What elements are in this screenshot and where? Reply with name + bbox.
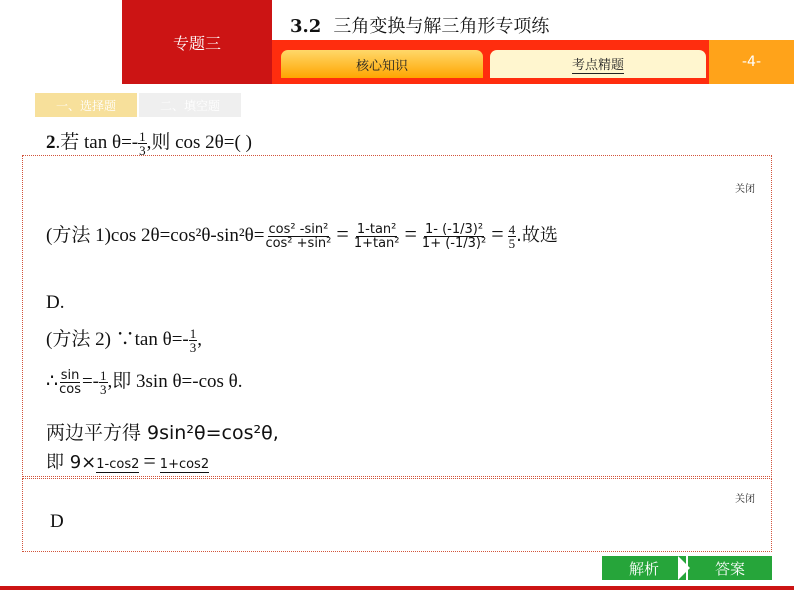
ratio-num2: 1	[100, 368, 107, 384]
method2-line	[46, 324, 202, 354]
question-fraction	[138, 130, 147, 157]
question-frac-den: 3	[139, 143, 146, 159]
analysis-close-button[interactable]: 关闭	[735, 184, 755, 195]
tab-fill-blank[interactable]	[139, 93, 241, 117]
ie-num2: 1+cos2	[159, 457, 210, 472]
answer-close-button[interactable]: 关闭	[735, 494, 755, 505]
ratio-fraction	[58, 369, 82, 396]
tab-core-knowledge-label: 核心知识	[355, 58, 408, 74]
method1-f1-den: cos² +sin²	[265, 236, 332, 252]
method2-den: 3	[189, 340, 197, 356]
method1-fraction-1	[264, 223, 332, 250]
chevron-right-icon	[678, 556, 690, 580]
question	[46, 127, 252, 157]
answer-button[interactable]	[688, 556, 772, 580]
answer-button-label: 答案	[714, 559, 745, 578]
equals-sign: =	[404, 221, 417, 246]
tab-multiple-choice-label: 一、选择题	[55, 98, 116, 113]
method1-line	[46, 220, 558, 250]
method1-f2-den: 1+tan²	[353, 236, 400, 252]
method1-fraction-2	[353, 223, 401, 250]
method2-suffix: ,	[197, 329, 203, 350]
square-line: 两边平方得 9sin²θ=cos²θ,	[46, 422, 279, 444]
bottom-divider	[0, 586, 794, 590]
section-title-text: 三角变换与解三角形专项练	[333, 16, 550, 37]
question-number: 2	[46, 132, 56, 153]
method1-fraction-3	[421, 223, 487, 250]
method1-fraction-4	[508, 223, 517, 250]
ratio-prefix: ∴	[46, 371, 59, 392]
ie-line	[46, 448, 209, 474]
tab-multiple-choice[interactable]	[35, 93, 137, 117]
method2-fraction	[189, 327, 198, 354]
method2-prefix: (方法 2) ∵tan θ=-	[46, 329, 189, 350]
page-number-label: -4-	[741, 54, 761, 70]
method1-f2-num: 1-tan²	[356, 222, 397, 238]
equals-sign: =	[491, 221, 504, 246]
section-number: 3.2	[290, 16, 322, 37]
answer-value: D	[50, 511, 64, 532]
section-title	[290, 12, 549, 38]
equals-sign: =	[336, 221, 349, 246]
method2-num: 1	[189, 326, 197, 342]
method1-prefix: (方法 1)cos 2θ=cos²θ-sin²θ=	[46, 225, 265, 246]
method1-answer: D.	[46, 292, 65, 313]
ratio-fraction-2	[99, 369, 108, 396]
page-number	[709, 40, 794, 84]
tab-exam-questions[interactable]	[490, 50, 706, 78]
method1-f4-den: 5	[508, 236, 516, 252]
topic-label: 专题三	[172, 33, 221, 53]
ie-eq: =	[143, 448, 156, 473]
ratio-suffix: ,即 3sin θ=-cos θ.	[107, 371, 243, 392]
analysis-button-label: 解析	[628, 559, 659, 578]
ratio-den: cos	[59, 382, 81, 398]
method1-suffix: .故选	[516, 225, 558, 246]
tab-core-knowledge[interactable]	[281, 50, 483, 78]
ratio-num: sin	[60, 368, 80, 384]
analysis-button[interactable]	[602, 556, 686, 580]
topic-tab	[122, 0, 272, 84]
method1-f3-den: 1+ (-1/3)²	[421, 236, 487, 252]
method1-f3-num: 1- (-1/3)²	[425, 222, 484, 238]
tab-exam-questions-label: 考点精题	[572, 54, 624, 74]
question-frac-num: 1	[139, 129, 146, 145]
question-text-start: .若 tan θ=-	[55, 132, 139, 153]
ie-prefix: 即 9×	[46, 452, 97, 473]
ratio-eq: =-	[81, 371, 100, 392]
ratio-den2: 3	[100, 382, 107, 398]
ratio-line	[46, 366, 243, 396]
method1-f1-num: cos² -sin²	[268, 222, 329, 238]
question-text-end: ,则 cos 2θ=( )	[146, 132, 252, 153]
ie-num1: 1-cos2	[96, 457, 140, 472]
answer-box	[22, 478, 772, 552]
method1-f4-num: 4	[508, 222, 516, 238]
tab-fill-blank-label: 二、填空题	[159, 98, 220, 113]
